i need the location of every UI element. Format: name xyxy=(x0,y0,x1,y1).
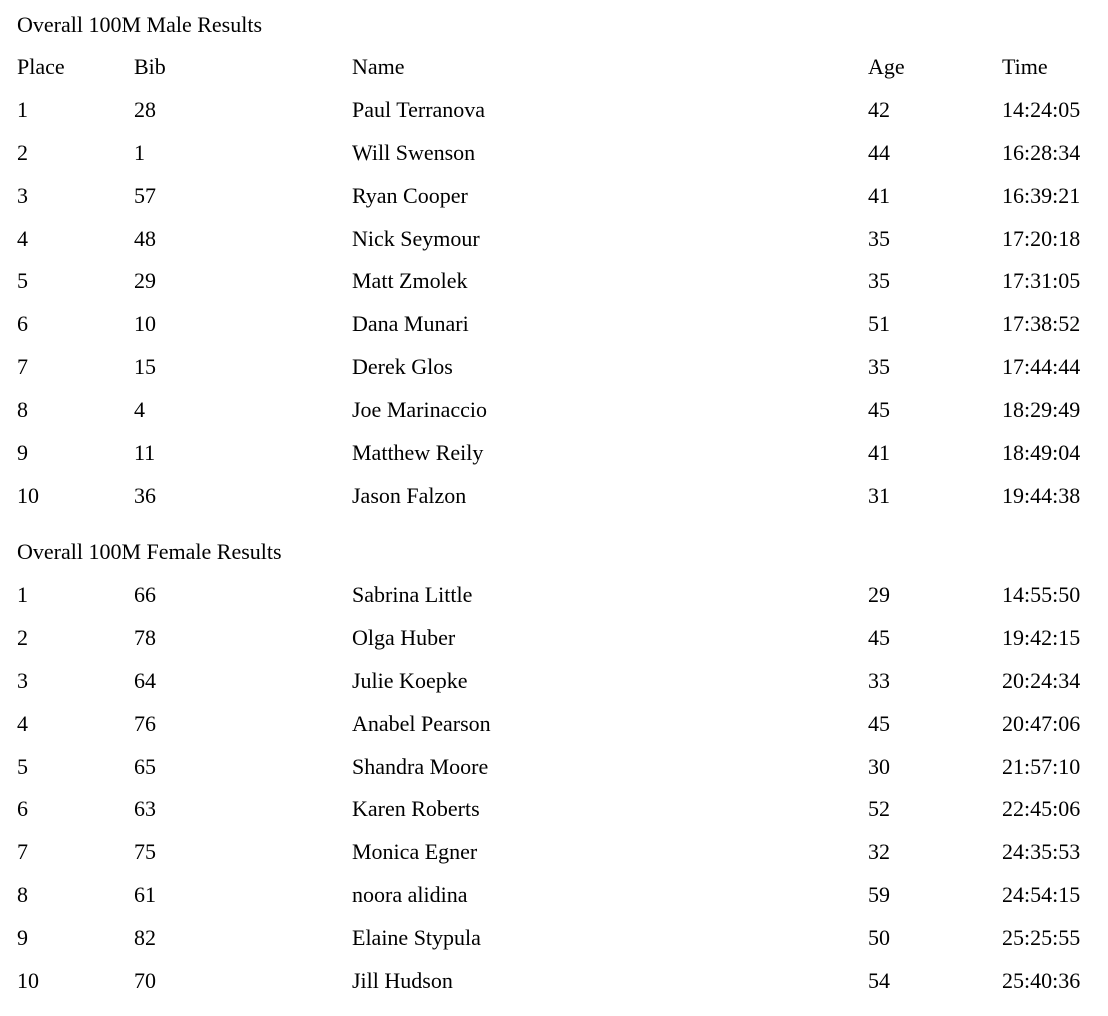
table-row xyxy=(0,218,1108,261)
bib-cell: 36 xyxy=(134,482,156,508)
time-cell: 20:24:34 xyxy=(1002,667,1081,693)
table-row xyxy=(0,132,1108,175)
time-cell: 24:54:15 xyxy=(1002,882,1081,908)
place-cell: 10 xyxy=(17,968,39,994)
header-time: Time xyxy=(1002,54,1048,79)
table-row xyxy=(0,389,1108,432)
bib-cell: 15 xyxy=(134,354,156,380)
place-cell: 9 xyxy=(17,925,28,951)
female-results-table xyxy=(0,574,1108,1003)
bib-cell: 4 xyxy=(134,397,145,423)
place-cell: 2 xyxy=(17,139,28,165)
male-results-title: Overall 100M Male Results xyxy=(17,12,263,37)
age-cell: 31 xyxy=(868,482,890,508)
place-cell: 3 xyxy=(17,667,28,693)
table-row xyxy=(0,303,1108,346)
time-cell: 14:55:50 xyxy=(1002,582,1081,607)
name-cell: Monica Egner xyxy=(352,839,478,865)
table-row xyxy=(0,89,1108,132)
place-cell: 7 xyxy=(17,354,28,380)
age-cell: 51 xyxy=(868,311,890,337)
bib-cell: 61 xyxy=(134,882,156,908)
name-cell: Jason Falzon xyxy=(352,482,467,508)
header-age: Age xyxy=(868,54,905,79)
name-cell: Shandra Moore xyxy=(352,753,489,779)
table-row xyxy=(0,432,1108,475)
table-row xyxy=(0,960,1108,1003)
time-cell: 24:35:53 xyxy=(1002,839,1081,865)
bib-cell: 78 xyxy=(134,624,156,650)
time-cell: 17:31:05 xyxy=(1002,268,1081,294)
time-cell: 17:20:18 xyxy=(1002,225,1081,251)
table-header-row xyxy=(0,46,1108,89)
place-cell: 7 xyxy=(17,839,28,865)
header-place: Place xyxy=(17,54,65,79)
table-row xyxy=(0,475,1108,518)
age-cell: 41 xyxy=(868,440,890,466)
bib-cell: 10 xyxy=(134,311,156,337)
time-cell: 17:44:44 xyxy=(1002,354,1081,380)
bib-cell: 29 xyxy=(134,268,156,294)
age-cell: 45 xyxy=(868,397,890,423)
time-cell: 19:44:38 xyxy=(1002,482,1081,508)
table-row xyxy=(0,703,1108,746)
place-cell: 6 xyxy=(17,796,28,822)
place-cell: 1 xyxy=(17,582,28,607)
age-cell: 30 xyxy=(868,753,890,779)
age-cell: 42 xyxy=(868,96,890,122)
table-row xyxy=(0,831,1108,874)
name-cell: Derek Glos xyxy=(352,354,453,380)
name-cell: Jill Hudson xyxy=(352,968,453,994)
bib-cell: 28 xyxy=(134,96,156,122)
table-row xyxy=(0,746,1108,789)
time-cell: 18:49:04 xyxy=(1002,440,1081,466)
bib-cell: 76 xyxy=(134,710,156,736)
age-cell: 35 xyxy=(868,225,890,251)
age-cell: 50 xyxy=(868,925,890,951)
name-cell: Sabrina Little xyxy=(352,582,473,607)
place-cell: 5 xyxy=(17,268,28,294)
table-row xyxy=(0,346,1108,389)
female-results-title: Overall 100M Female Results xyxy=(17,539,282,564)
bib-cell: 11 xyxy=(134,440,156,466)
table-row xyxy=(0,917,1108,960)
name-cell: Julie Koepke xyxy=(352,667,468,693)
name-cell: Ryan Cooper xyxy=(352,182,468,208)
place-cell: 8 xyxy=(17,882,28,908)
age-cell: 29 xyxy=(868,582,890,607)
name-cell: Matt Zmolek xyxy=(352,268,468,294)
place-cell: 4 xyxy=(17,710,28,736)
table-row xyxy=(0,260,1108,303)
time-cell: 25:40:36 xyxy=(1002,968,1081,994)
name-cell: Will Swenson xyxy=(352,139,476,165)
age-cell: 45 xyxy=(868,624,890,650)
bib-cell: 66 xyxy=(134,582,156,607)
name-cell: Matthew Reily xyxy=(352,440,484,466)
table-row xyxy=(0,574,1108,617)
name-cell: Dana Munari xyxy=(352,311,469,337)
time-cell: 19:42:15 xyxy=(1002,624,1081,650)
time-cell: 18:29:49 xyxy=(1002,397,1081,423)
place-cell: 10 xyxy=(17,482,39,508)
table-row xyxy=(0,617,1108,660)
time-cell: 21:57:10 xyxy=(1002,753,1081,779)
table-row xyxy=(0,660,1108,703)
name-cell: noora alidina xyxy=(352,882,468,908)
bib-cell: 1 xyxy=(134,139,145,165)
place-cell: 9 xyxy=(17,440,28,466)
place-cell: 3 xyxy=(17,182,28,208)
place-cell: 1 xyxy=(17,96,28,122)
place-cell: 6 xyxy=(17,311,28,337)
place-cell: 2 xyxy=(17,624,28,650)
bib-cell: 75 xyxy=(134,839,156,865)
header-bib: Bib xyxy=(134,54,166,79)
age-cell: 35 xyxy=(868,354,890,380)
age-cell: 52 xyxy=(868,796,890,822)
name-cell: Paul Terranova xyxy=(352,96,486,122)
time-cell: 17:38:52 xyxy=(1002,311,1081,337)
name-cell: Joe Marinaccio xyxy=(352,397,487,423)
time-cell: 14:24:05 xyxy=(1002,96,1081,122)
place-cell: 8 xyxy=(17,397,28,423)
age-cell: 45 xyxy=(868,710,890,736)
bib-cell: 82 xyxy=(134,925,156,951)
name-cell: Olga Huber xyxy=(352,624,456,650)
place-cell: 4 xyxy=(17,225,28,251)
time-cell: 20:47:06 xyxy=(1002,710,1081,736)
male-results-table xyxy=(0,46,1108,518)
bib-cell: 57 xyxy=(134,182,156,208)
name-cell: Anabel Pearson xyxy=(352,710,491,736)
age-cell: 41 xyxy=(868,182,890,208)
time-cell: 16:39:21 xyxy=(1002,182,1081,208)
bib-cell: 63 xyxy=(134,796,156,822)
table-row xyxy=(0,788,1108,831)
name-cell: Nick Seymour xyxy=(352,225,480,251)
bib-cell: 64 xyxy=(134,667,156,693)
time-cell: 25:25:55 xyxy=(1002,925,1081,951)
name-cell: Karen Roberts xyxy=(352,796,480,822)
time-cell: 22:45:06 xyxy=(1002,796,1081,822)
age-cell: 35 xyxy=(868,268,890,294)
bib-cell: 70 xyxy=(134,968,156,994)
place-cell: 5 xyxy=(17,753,28,779)
table-row xyxy=(0,874,1108,917)
table-row xyxy=(0,175,1108,218)
age-cell: 32 xyxy=(868,839,890,865)
time-cell: 16:28:34 xyxy=(1002,139,1081,165)
age-cell: 59 xyxy=(868,882,890,908)
age-cell: 33 xyxy=(868,667,890,693)
bib-cell: 65 xyxy=(134,753,156,779)
bib-cell: 48 xyxy=(134,225,156,251)
age-cell: 54 xyxy=(868,968,890,994)
age-cell: 44 xyxy=(868,139,890,165)
header-name: Name xyxy=(352,54,405,79)
name-cell: Elaine Stypula xyxy=(352,925,481,951)
